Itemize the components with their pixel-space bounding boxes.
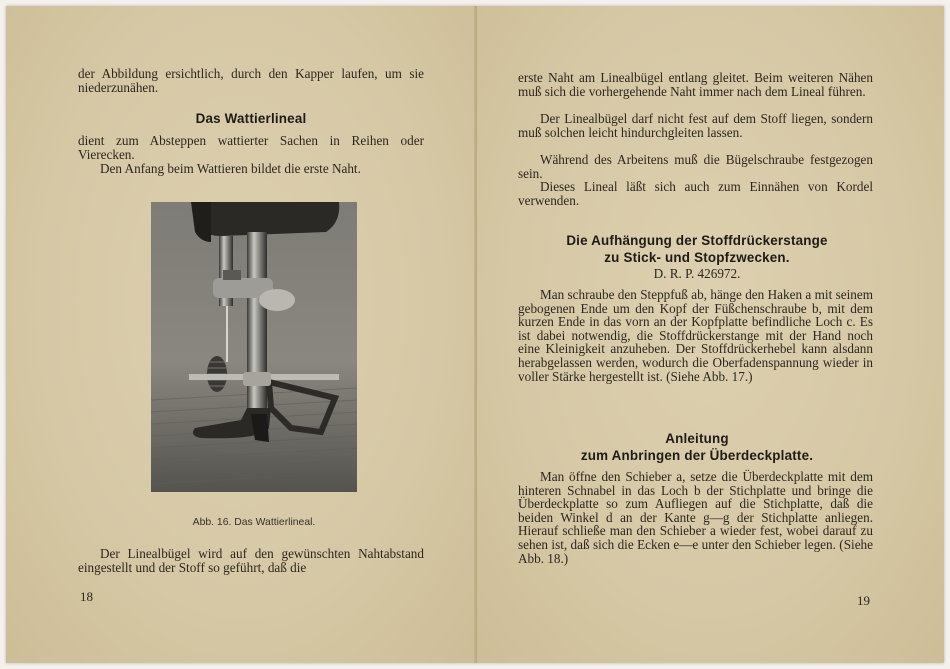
anleitung-heading-line1: Anleitung xyxy=(665,431,729,446)
left-top-text: der Abbildung ersichtlich, durch den Kapper laufen, um sie niederzunähen. xyxy=(78,66,424,95)
figure-caption: Abb. 16. Das Wattierlineal. xyxy=(192,517,316,528)
anleitung-text: Man öffne den Schieber a, setze die Überdeckplatte mit dem hinteren Schnabel in das Loch b der Stichplatte und bringe die Überdeckplatte so zum Aufliegen auf die Stichplatte, daß die beiden Winkel d an der Kante g—g der Stichplatte anliegen. Hierauf schließe man den Schieber a wieder fest, wobei darauf zu sehen ist, daß sich die Ecken e—e unter den Schieber legen. (Siehe Abb. 18.) xyxy=(518,469,873,566)
wattierlineal-heading: Das Wattierlineal xyxy=(195,111,307,126)
left-bottom-text: Der Linealbügel wird auf den gewünschten Nahtabstand eingestellt und der Stoff so geführt, daß die xyxy=(78,546,424,575)
wattierlineal-illustration xyxy=(151,202,357,492)
sewing-machine-photo xyxy=(151,202,357,492)
page-number-right: 19 xyxy=(857,593,870,608)
anleitung-heading-line2: zum Anbringen der Überdeckplatte. xyxy=(580,448,814,463)
page-number-left: 18 xyxy=(80,589,93,604)
right-page xyxy=(477,6,944,663)
right-para2: Der Linealbügel darf nicht fest auf dem Stoff liegen, sondern muß solchen leicht hindurchgleiten lassen. xyxy=(518,111,873,140)
aufhaengung-heading-line1: Die Aufhängung der Stoffdrückerstange xyxy=(566,233,828,248)
patent-number: D. R. P. 426972. xyxy=(653,266,741,281)
right-para1: erste Naht am Linealbügel entlang gleitet. Beim weiteren Nähen muß sich die vorhergehende Naht immer nach dem Lineal führen. xyxy=(518,70,873,99)
booklet-spread xyxy=(6,6,944,663)
right-para3: Während des Arbeitens muß die Bügelschraube festgezogen sein. xyxy=(518,152,873,181)
wattierlineal-para1: dient zum Absteppen wattierter Sachen in Reihen oder Vierecken. xyxy=(78,133,424,162)
wattierlineal-para2: Den Anfang beim Wattieren bildet die erste Naht. xyxy=(100,161,361,176)
right-para4: Dieses Lineal läßt sich auch zum Einnähen von Kordel verwenden. xyxy=(518,179,873,208)
aufhaengung-heading-line2: zu Stick- und Stopfzwecken. xyxy=(604,250,790,265)
aufhaengung-text: Man schraube den Steppfuß ab, hänge den Haken a mit seinem gebogenen Ende um den Kopf der Füßchenschraube b, mit dem kurzen Ende in das vorn an der Kopfplatte befindliche Loch c. Es ist dabei notwendig, die Stoffdrückerstange mit der Hand noch eine Kleinigkeit anzuheben. Der Stoffdrückerhebel kann alsdann herabgelassen werden, wodurch die Oberfadenspannung wieder in voller Stärke hergestellt ist. (Siehe Abb. 17.) xyxy=(518,287,873,384)
left-page xyxy=(6,6,476,663)
